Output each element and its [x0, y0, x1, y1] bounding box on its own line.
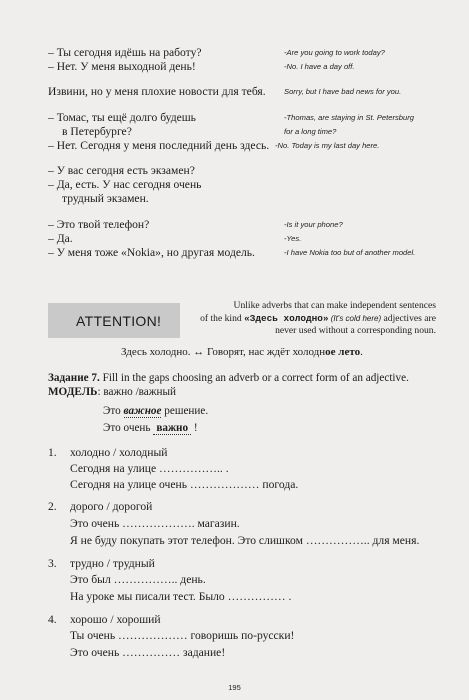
exercise-4-line-1: Ты очень ……………… говоришь по-русски!	[70, 629, 295, 642]
model-line: МОДЕЛЬ: важно /важный	[48, 386, 176, 398]
model-example-2: Это очень важно !	[103, 422, 198, 434]
dialog-ru-5: в Петербурге?	[62, 125, 132, 138]
page-number: 195	[228, 683, 241, 692]
dialog-en-3: Sorry, but I have bad news for you.	[284, 87, 402, 96]
exercise-3-line-2: На уроке мы писали тест. Было …………… .	[70, 590, 292, 603]
dialog-en-6: -No. Today is my last day here.	[275, 141, 380, 150]
attention-label: ATTENTION!	[76, 313, 162, 329]
attention-line-1: Unlike adverbs that can make independent sentences	[233, 300, 436, 311]
model-example-1: Это важное решение.	[103, 405, 209, 417]
exercise-4-line-2: Это очень …………… задание!	[70, 646, 226, 659]
dialog-ru-2: – Нет. У меня выходной день!	[48, 60, 196, 73]
dialog-ru-7: – У вас сегодня есть экзамен?	[48, 164, 195, 177]
dialog-en-10: -Is it your phone?	[284, 220, 343, 229]
attention-line-2: of the kind «Здесь холодно» (It's cold here) adjectives are	[200, 312, 436, 324]
dialog-ru-8: – Да, есть. У нас сегодня очень	[48, 178, 202, 191]
exercise-2-line-2: Я не буду покупать этот телефон. Это слишком …………….. для меня.	[70, 534, 420, 547]
dialog-ru-4: – Томас, ты ещё долго будешь	[48, 111, 196, 124]
exercise-1-number: 1.	[48, 446, 57, 459]
exercise-4-number: 4.	[48, 613, 57, 626]
exercise-3-head: трудно / трудный	[70, 557, 155, 570]
dialog-ru-6: – Нет. Сегодня у меня последний день здесь.	[48, 139, 270, 152]
exercise-3-number: 3.	[48, 557, 57, 570]
dialog-en-12: -I have Nokia too but of another model.	[284, 248, 416, 257]
dialog-en-11: -Yes.	[284, 234, 302, 243]
dialog-ru-12: – У меня тоже «Nokia», но другая модель.	[48, 246, 255, 259]
attention-example: Здесь холодно. ↔ Говорят, нас ждёт холодное лето.	[121, 346, 363, 358]
exercise-2-number: 2.	[48, 500, 57, 513]
exercise-3-line-1: Это был …………….. день.	[70, 573, 206, 586]
exercise-1-line-1: Сегодня на улице …………….. .	[70, 462, 229, 475]
task-title: Задание 7. Fill in the gaps choosing an adverb or a correct form of an adjective.	[48, 372, 409, 384]
attention-line-3: never used without a corresponding noun.	[275, 325, 436, 336]
attention-text	[186, 300, 436, 338]
dialog-ru-9: трудный экзамен.	[62, 192, 149, 205]
dialog-ru-3: Извини, но у меня плохие новости для тебя.	[48, 85, 266, 98]
exercise-2-head: дорого / дорогой	[70, 500, 153, 513]
dialog-en-4: -Thomas, are staying in St. Petersburg	[284, 113, 414, 122]
exercise-1-head: холодно / холодный	[70, 446, 168, 459]
exercise-2-line-1: Это очень ………………. магазин.	[70, 517, 240, 530]
dialog-en-2: -No. I have a day off.	[284, 62, 355, 71]
dialog-ru-11: – Да.	[48, 232, 73, 245]
exercise-4-head: хорошо / хороший	[70, 613, 161, 626]
exercise-1-line-2: Сегодня на улице очень ……………… погода.	[70, 478, 299, 491]
dialog-en-5: for a long time?	[284, 127, 337, 136]
dialog-ru-1: – Ты сегодня идёшь на работу?	[48, 46, 202, 59]
dialog-en-1: -Are you going to work today?	[284, 48, 385, 57]
dialog-ru-10: – Это твой телефон?	[48, 218, 150, 231]
